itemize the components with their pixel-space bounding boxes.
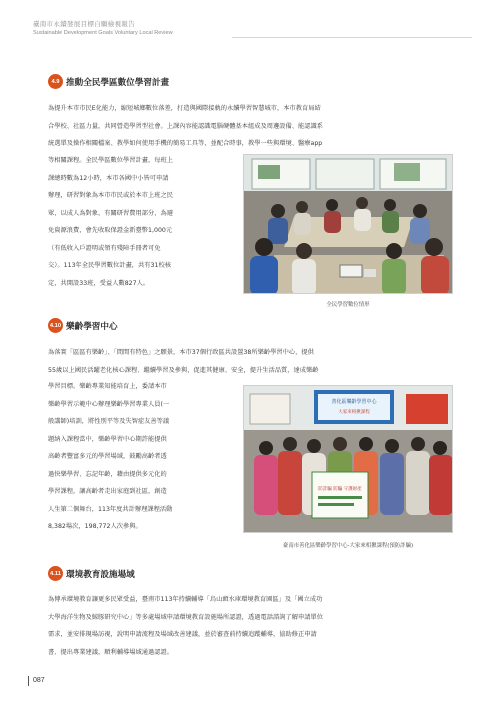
text-line: 需求，並安排現場訪視，說明申請流程及場域改善建議，並於審查前持續追蹤輔導，協助修正申請	[48, 631, 317, 638]
group-illustration	[244, 386, 453, 533]
section-number-badge: 4.10	[48, 318, 63, 333]
report-title-en: Sustainable Development Goals Voluntary Local Review	[33, 30, 173, 36]
section-title: 推動全民學區數位學習計畫	[66, 77, 170, 88]
section-number-badge: 4.9	[48, 74, 63, 89]
text-line: 書、提出專業建議，順利輔導場域通過認證。	[48, 648, 173, 656]
photo-caption: 臺南市善化區樂齡學習中心-大家來相揪課程(預防詐騙)	[282, 543, 414, 549]
text-line: 8,382場次，198,772人次參與。	[48, 523, 142, 530]
text-line: 為落實「區區有樂齡」、「間間有特色」之願景，本市37個行政區共設置38所樂齡學習中心，提供	[48, 349, 314, 356]
section-title: 環境教育設施場域	[66, 569, 135, 580]
section-4-9-intro	[48, 100, 452, 153]
text-line: 學習課程，讓高齡者走出家庭到社區，創造	[48, 488, 167, 495]
sign-text: 防詐騙 防騙 守護財產	[318, 487, 362, 492]
section-4-10-body	[48, 378, 238, 536]
text-line: 免資源浪費，會先收取保證金新臺幣1,000元	[48, 227, 173, 234]
text-line: 55歲以上國民活躍老化核心課程、繼續學習及參與，促進其健康、安全，提升生活品質，達成樂齡	[48, 366, 319, 374]
section-4-9-body	[48, 152, 238, 292]
text-line: 定，共開設33班，受益人數827人。	[48, 279, 150, 287]
section-heading-4-11	[48, 566, 135, 581]
text-line: 為提升本市市民E化能力，縮短城鄉數位落差，打造與國際接軌的永續學習智慧城市，本市教育局結	[48, 105, 321, 112]
section-heading-4-10	[48, 318, 118, 333]
section-heading-4-9	[48, 74, 169, 89]
section-4-10-intro	[48, 344, 452, 379]
text-line: 大學海洋生物及鯨豚研究中心」等多處場域申請環境教育設施場所認證，透過電話諮詢了解申請單位	[48, 613, 323, 621]
text-line: 般講師)培訓，將性別平等及失智症友善等議	[48, 418, 170, 425]
banner-subtitle: 大家來相揪課程	[338, 410, 370, 415]
report-title-zh: 臺南市永續發展目標自願檢視報告	[33, 20, 135, 28]
text-line: 為傳承環境教育讓更多民眾受益，臺南市113年持續輔導「烏山頭水庫環境教育園區」及「國立成功	[48, 596, 323, 603]
text-line: 辦理，研習對象為本市市民或於本市上班之民	[48, 192, 173, 199]
senior-learning-photo	[243, 385, 453, 533]
section-4-11-body	[48, 591, 452, 661]
digital-learning-photo	[243, 154, 453, 294]
section-title: 樂齡學習中心	[66, 321, 118, 332]
text-line: 題納入課程當中，樂齡學習中心期許能提供	[48, 435, 167, 443]
text-line: 樂齡學習示範中心辦理樂齡學習專業人員(一	[48, 400, 170, 408]
text-line: 高齡者豐富多元的學習場域，鼓勵高齡者透	[48, 453, 167, 460]
classroom-illustration	[244, 155, 453, 294]
text-line: 等相關課程。全民學區數位學習計畫，每班上	[48, 157, 173, 164]
photo-caption: 全民學習數位情形	[326, 302, 370, 308]
running-header	[33, 19, 173, 36]
text-line: 過快樂學習、忘記年齡，藉由提供多元化的	[48, 470, 167, 478]
text-line: 眾，以成人為對象，有關研習費用部分，為避	[48, 209, 173, 217]
text-line: 人生第二個舞台，113年度共計辦理課程活動	[48, 505, 173, 513]
page-number: 087	[33, 677, 45, 684]
text-line: 合學校、社區力量，共同營造學習型社會。上課內容能認識電腦硬體基本組成及周邊設備、能認識系	[48, 122, 323, 130]
section-number-badge: 4.11	[48, 566, 63, 581]
text-line: 學習目標。樂齡專業知能培育上，委請本市	[48, 383, 167, 390]
banner-title: 善化區樂齡學習中心	[331, 399, 377, 405]
page-number-bar	[28, 676, 29, 686]
text-line: 統選單及操作相關檔案、教學如何使用手機的簡易工具等，並配合時事，教學一些與環境、醫療app	[48, 140, 323, 147]
header-rule	[232, 37, 472, 38]
text-line: （有低收入戶證明或領有殘障手冊者可免	[48, 244, 161, 252]
text-line: 課總時數為12小時，本市各國中小皆可申請	[48, 174, 169, 182]
text-line: 交）。113年全民學習數位計畫，共有31校核	[48, 262, 172, 269]
